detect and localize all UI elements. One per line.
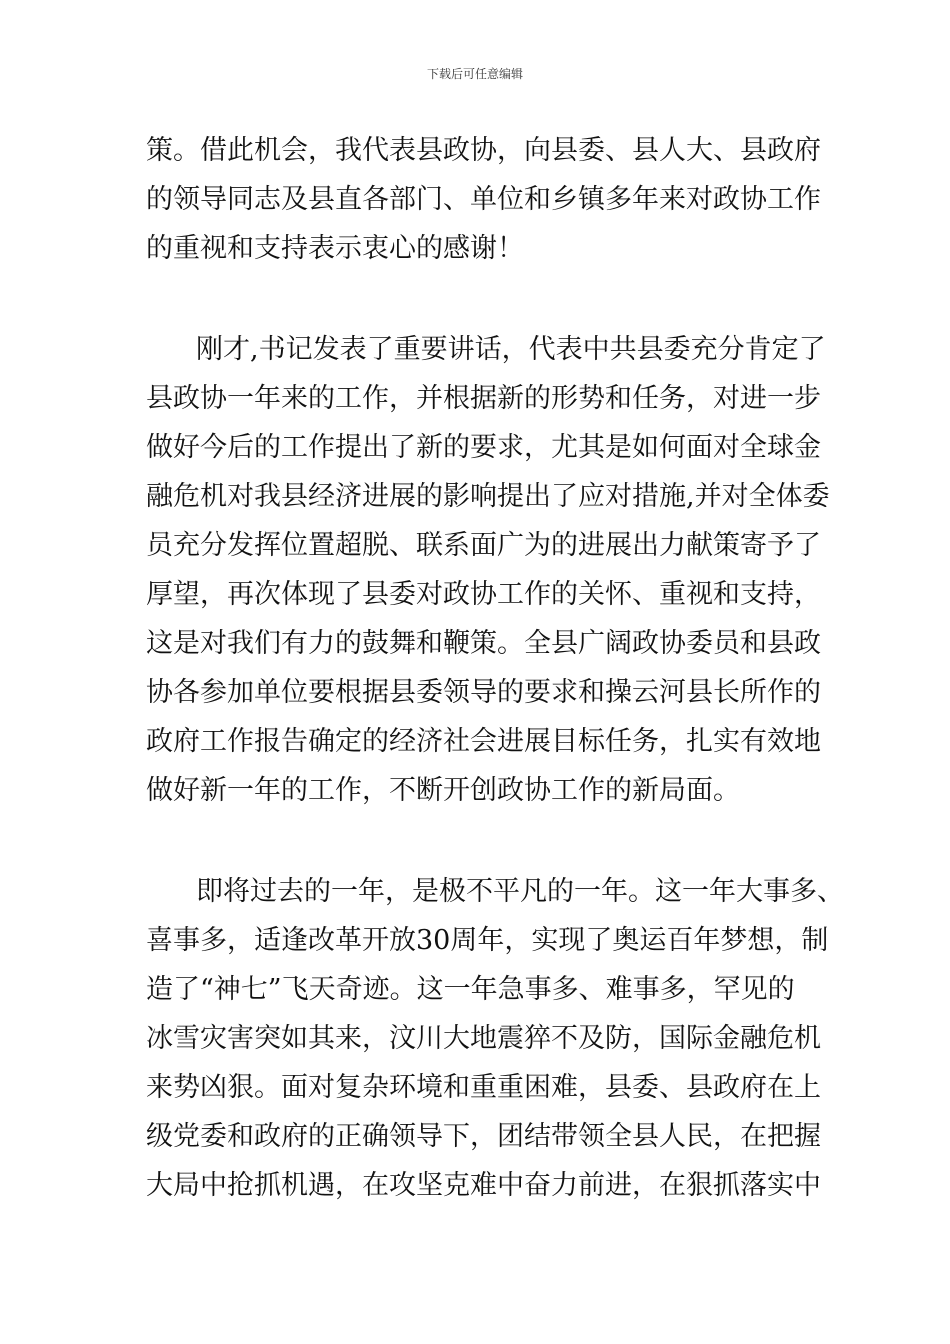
paragraph-2-line-1: 刚才,书记发表了重要讲话，代表中共县委充分肯定了 (196, 334, 826, 365)
paragraph-2-line-4: 融危机对我县经济进展的影响提出了应对措施,并对全体委 (146, 481, 830, 512)
paragraph-2-line-6: 厚望，再次体现了县委对政协工作的关怀、重视和支持， (146, 579, 821, 610)
paragraph-3-line-4: 冰雪灾害突如其来，汶川大地震猝不及防，国际金融危机 (146, 1023, 821, 1054)
paragraph-3-line-3: 造了“神七”飞天奇迹。这一年急事多、难事多，罕见的 (146, 974, 795, 1005)
page-header: 下载后可任意编辑 (426, 67, 523, 81)
paragraph-3-line-5: 来势凶狠。面对复杂环境和重重困难，县委、县政府在上 (146, 1072, 821, 1103)
paragraph-3-line-2: 喜事多，适逢改革开放30周年，实现了奥运百年梦想，制 (146, 925, 829, 956)
paragraph-2-line-3: 做好今后的工作提出了新的要求，尤其是如何面对全球金 (146, 432, 821, 463)
paragraph-2-line-7: 这是对我们有力的鼓舞和鞭策。全县广阔政协委员和县政 (146, 628, 821, 659)
paragraph-1-line-2: 的领导同志及县直各部门、单位和乡镇多年来对政协工作 (146, 184, 821, 215)
paragraph-3-line-1: 即将过去的一年，是极不平凡的一年。这一年大事多、 (196, 876, 844, 907)
paragraph-3-line-7: 大局中抢抓机遇，在攻坚克难中奋力前进，在狠抓落实中 (146, 1170, 821, 1201)
paragraph-2-line-5: 员充分发挥位置超脱、联系面广为的进展出力献策寄予了 (146, 530, 821, 561)
paragraph-1-line-3: 的重视和支持表示衷心的感谢！ (146, 233, 524, 264)
paragraph-2-line-8: 协各参加单位要根据县委领导的要求和操云河县长所作的 (146, 677, 821, 708)
paragraph-1-line-1: 策。借此机会，我代表县政协，向县委、县人大、县政府 (146, 135, 821, 166)
paragraph-3-line-6: 级党委和政府的正确领导下，团结带领全县人民，在把握 (146, 1121, 821, 1152)
paragraph-2-line-2: 县政协一年来的工作，并根据新的形势和任务，对进一步 (146, 383, 821, 414)
paragraph-2-line-10: 做好新一年的工作，不断开创政协工作的新局面。 (146, 775, 740, 806)
paragraph-2-line-9: 政府工作报告确定的经济社会进展目标任务，扎实有效地 (146, 726, 821, 757)
